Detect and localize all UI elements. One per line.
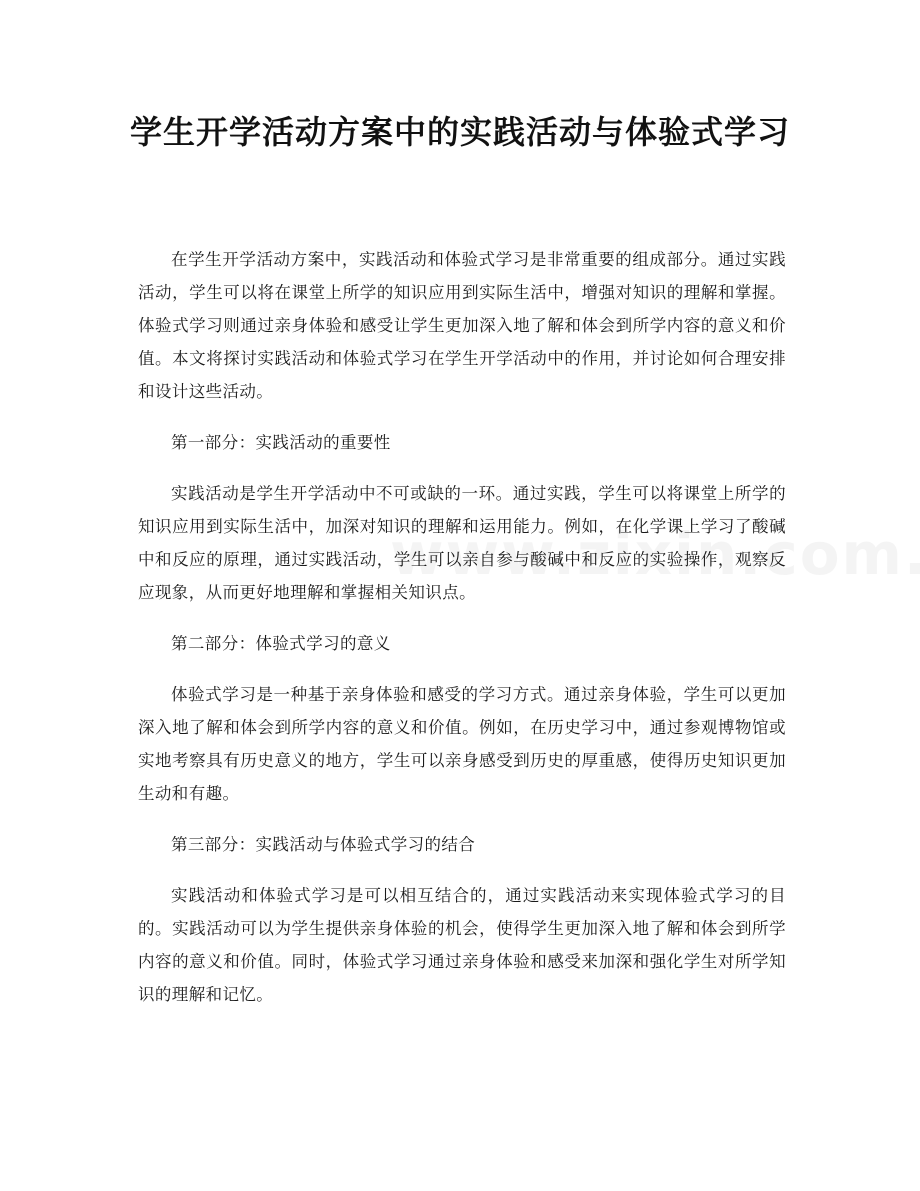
section-heading-1: 第一部分：实践活动的重要性 [171,433,391,452]
section-paragraph-3: 实践活动和体验式学习是可以相互结合的，通过实践活动来实现体验式学习的目的。实践活动可以为学生提供亲身体验的机会，使得学生更加深入地了解和体会到所学内容的意义和价值。同时，体验式学习通过亲身体验和感受来加深和强化学生对所学知识的理解和记忆。 [138,886,786,1004]
document-title: 学生开学活动方案中的实践活动与体验式学习 [130,113,791,151]
section-paragraph-2: 体验式学习是一种基于亲身体验和感受的学习方式。通过亲身体验，学生可以更加深入地了解和体会到所学内容的意义和价值。例如，在历史学习中，通过参观博物馆或实地考察具有历史意义的地方，学生可以亲身感受到历史的厚重感，使得历史知识更加生动和有趣。 [138,685,786,803]
intro-paragraph: 在学生开学活动方案中，实践活动和体验式学习是非常重要的组成部分。通过实践活动，学生可以将在课堂上所学的知识应用到实际生活中，增强对知识的理解和掌握。体验式学习则通过亲身体验和感受让学生更加深入地了解和体会到所学内容的意义和价值。本文将探讨实践活动和体验式学习在学生开学活动中的作用，并讨论如何合理安排和设计这些活动。 [138,250,786,401]
section-heading-3: 第三部分：实践活动与体验式学习的结合 [171,835,476,854]
section-paragraph-1: 实践活动是学生开学活动中不可或缺的一环。通过实践，学生可以将课堂上所学的知识应用到实际生活中，加深对知识的理解和运用能力。例如，在化学课上学习了酸碱中和反应的原理，通过实践活动，学生可以亲自参与酸碱中和反应的实验操作，观察反应现象，从而更好地理解和掌握相关知识点。 [138,484,786,602]
document-body [138,243,786,1029]
section-heading-2: 第二部分：体验式学习的意义 [171,634,391,653]
